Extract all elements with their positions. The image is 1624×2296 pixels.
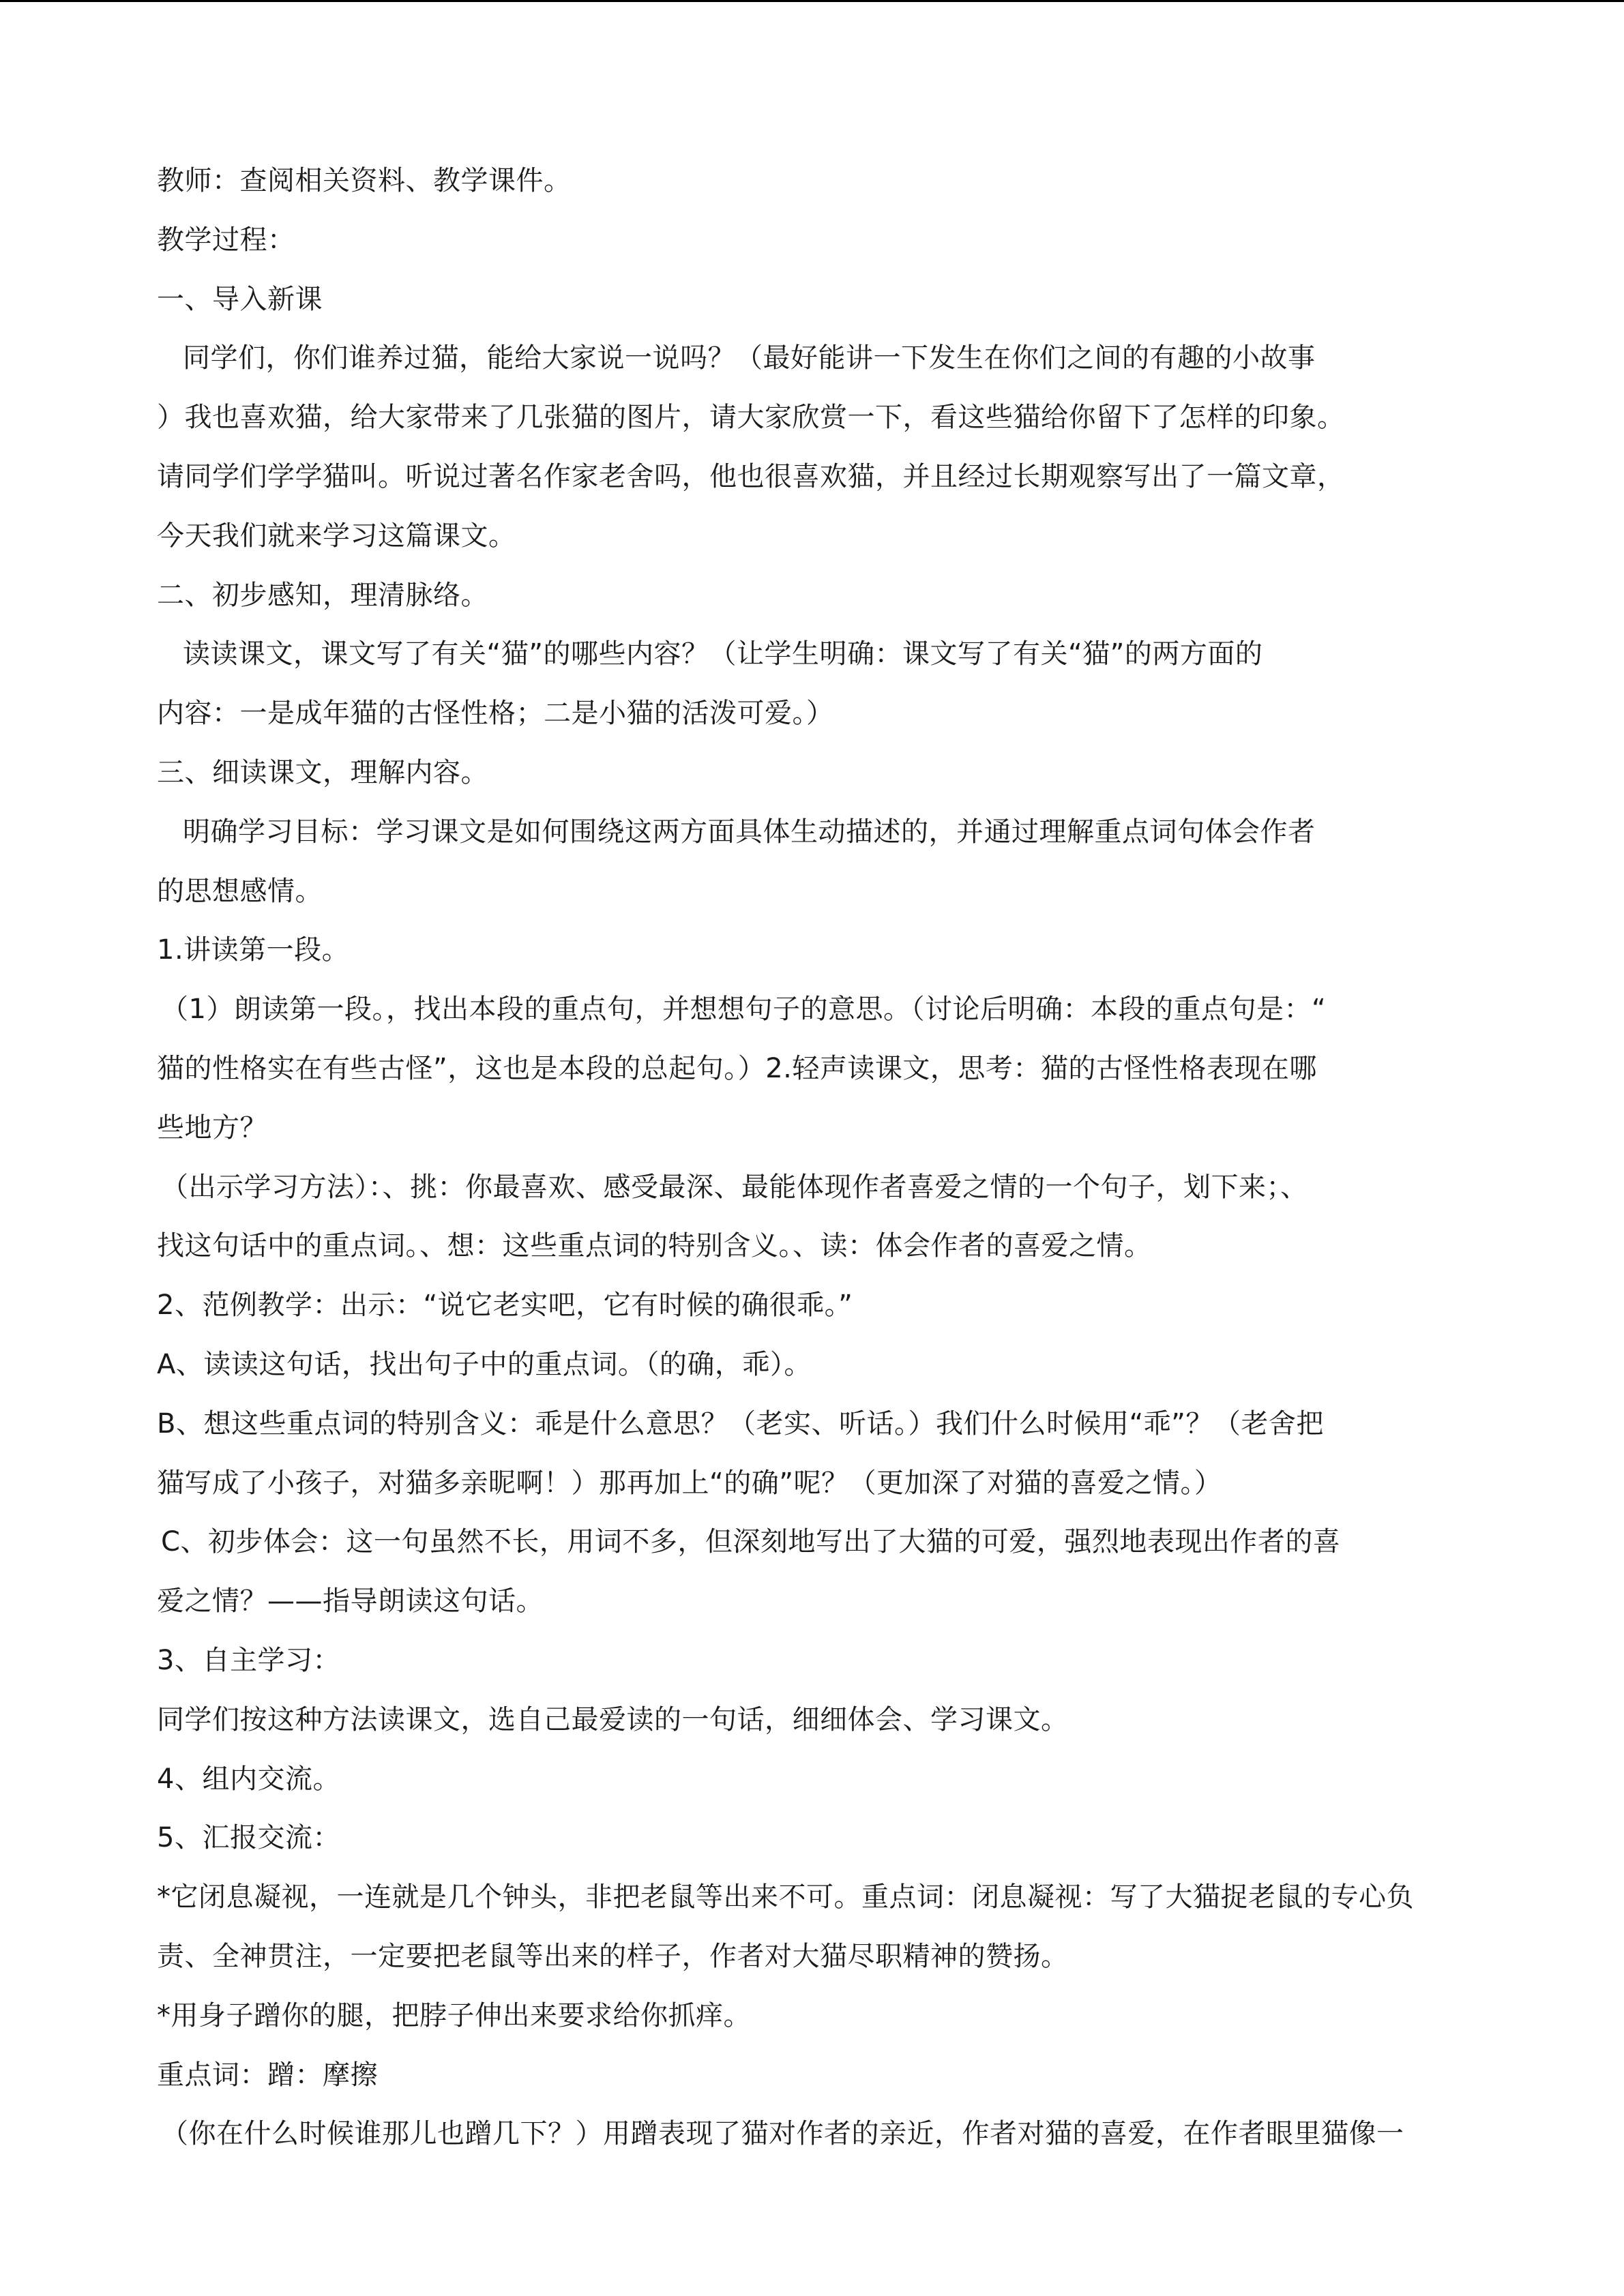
paragraph-line: 3、自主学习： — [157, 1644, 340, 1676]
paragraph-line: 重点词：蹭：摩擦 — [157, 2059, 378, 2091]
paragraph-line: 同学们，你们谁养过猫，能给大家说一说吗？（最好能讲一下发生在你们之间的有趣的小故事 — [183, 342, 1316, 374]
paragraph-line: 明确学习目标：学习课文是如何围绕这两方面具体生动描述的，并通过理解重点词句体会作者 — [183, 816, 1316, 848]
paragraph-line: （1）朗读第一段。，找出本段的重点句，并想想句子的意思。（讨论后明确：本段的重点句是：“ — [161, 994, 1327, 1026]
page-top-border — [0, 0, 1624, 2]
paragraph-line: 1.讲读第一段。 — [157, 934, 350, 966]
section-heading: 二、初步感知，理清脉络。 — [157, 579, 488, 611]
paragraph-line: 4、组内交流。 — [157, 1763, 340, 1795]
section-heading: 三、细读课文，理解内容。 — [157, 756, 488, 788]
paragraph-line: （你在什么时候谁那儿也蹭几下？）用蹭表现了猫对作者的亲近，作者对猫的喜爱，在作者眼里猫像一 — [161, 2118, 1404, 2150]
paragraph-line: 找这句话中的重点词。、想：这些重点词的特别含义。、读：体会作者的喜爱之情。 — [157, 1230, 1152, 1262]
paragraph-line: 同学们按这种方法读课文，选自己最爱读的一句话，细细体会、学习课文。 — [157, 1703, 1069, 1735]
paragraph-line: *它闭息凝视，一连就是几个钟头，非把老鼠等出来不可。重点词：闭息凝视：写了大猫捉老鼠的专心负 — [157, 1881, 1414, 1913]
paragraph-line: 内容：一是成年猫的古怪性格；二是小猫的活泼可爱。） — [157, 698, 834, 730]
paragraph-line: 些地方？ — [157, 1112, 267, 1144]
paragraph-line: ）我也喜欢猫，给大家带来了几张猫的图片，请大家欣赏一下，看这些猫给你留下了怎样的印象。 — [157, 402, 1345, 434]
paragraph-line: 爱之情？——指导朗读这句话。 — [157, 1585, 544, 1617]
paragraph-line: （出示学习方法）：、挑：你最喜欢、感受最深、最能体现作者喜爱之情的一个句子，划下来；、 — [161, 1171, 1308, 1203]
paragraph-line: 请同学们学学猫叫。听说过著名作家老舍吗，他也很喜欢猫，并且经过长期观察写出了一篇文章， — [157, 460, 1345, 492]
paragraph-line: B、想这些重点词的特别含义：乖是什么意思？（老实、听话。）我们什么时候用“乖”？（老舍把 — [157, 1407, 1324, 1440]
paragraph-line: 今天我们就来学习这篇课文。 — [157, 520, 516, 552]
paragraph-line: 读读课文，课文写了有关“猫”的哪些内容？（让学生明确：课文写了有关“猫”的两方面的 — [183, 638, 1263, 670]
paragraph-line: 2、范例教学：出示：“说它老实吧，它有时候的确很乖。” — [157, 1289, 853, 1322]
paragraph-line: *用身子蹭你的腿，把脖子伸出来要求给你抓痒。 — [157, 1999, 751, 2031]
paragraph-line: 5、汇报交流： — [157, 1822, 340, 1854]
paragraph-line: 责、全神贯注，一定要把老鼠等出来的样子，作者对大猫尽职精神的赞扬。 — [157, 1940, 1069, 1972]
paragraph-line: A、读读这句话，找出句子中的重点词。（的确，乖）。 — [157, 1348, 812, 1380]
paragraph-line: 猫的性格实在有些古怪”，这也是本段的总起句。）2.轻声读课文，思考：猫的古怪性格表现在哪 — [157, 1052, 1317, 1084]
paragraph-line: 教师：查阅相关资料、教学课件。 — [157, 165, 572, 196]
paragraph-line: 的思想感情。 — [157, 875, 323, 907]
paragraph-line: 教学过程： — [157, 224, 295, 256]
paragraph-line: 猫写成了小孩子，对猫多亲昵啊！）那再加上“的确”呢？（更加深了对猫的喜爱之情。） — [157, 1467, 1222, 1499]
document-page — [157, 151, 1494, 2164]
paragraph-line: C、初步体会：这一句虽然不长，用词不多，但深刻地写出了大猫的可爱，强烈地表现出作者的喜 — [161, 1526, 1341, 1558]
section-heading: 一、导入新课 — [157, 283, 323, 315]
